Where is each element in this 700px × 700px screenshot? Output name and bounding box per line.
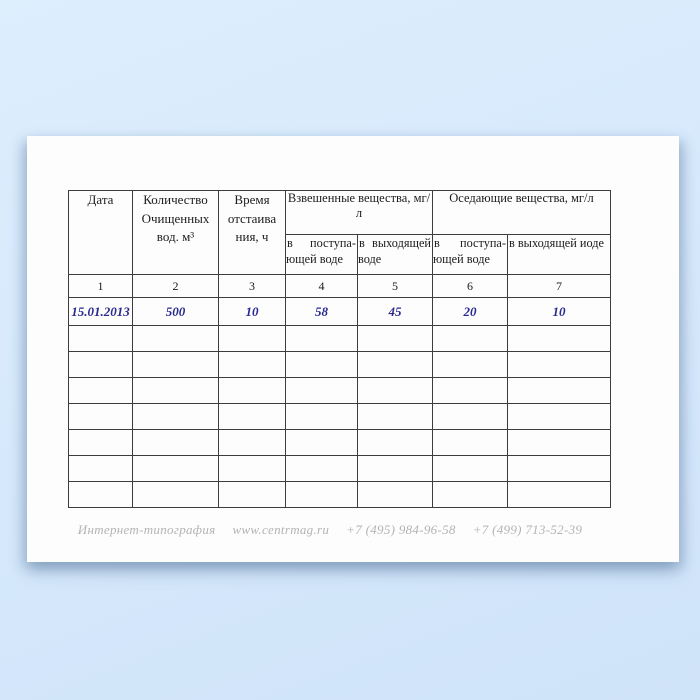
subheader-word: ющей воде [433,252,490,266]
entry-quantity: 500 [133,298,219,326]
empty-row [69,352,611,378]
header-cell-time [219,191,286,275]
group-settling-label: Оседающие вещества, мг/л [449,191,594,205]
column-number: 6 [433,275,508,298]
header-quantity-line2: Очищенных [141,210,210,226]
column-number: 1 [69,275,133,298]
header-group-suspended [286,191,433,235]
header-quantity-line1: Количество [143,192,208,207]
group-suspended-label: Взвешенные вещества, мг/л [287,191,431,220]
group-header-row [69,191,611,235]
empty-row [69,430,611,456]
header-time-line3: ния, ч [235,229,269,244]
entry-row [69,298,611,326]
print-shop-footer [27,522,633,538]
header-cell-quantity [133,191,219,275]
column-number: 3 [219,275,286,298]
subheader-suspended-outgoing [358,235,433,275]
column-number: 5 [358,275,433,298]
column-number: 4 [286,275,358,298]
footer-phone-1: +7 (495) 984-96-58 [346,522,456,537]
subheader-word: в [359,236,365,250]
water-log-table [68,190,611,508]
column-number: 2 [133,275,219,298]
subheader-word: поступа- [310,236,356,250]
subheader-suspended-incoming [286,235,358,275]
empty-row [69,482,611,508]
entry-settling-out: 10 [508,298,611,326]
subheader-word: в выходящей иоде [509,236,605,250]
footer-printshop-name: Интернет-типография [77,522,216,537]
subheader-word: в [287,236,293,250]
subheader-settling-incoming [433,235,508,275]
footer-phone-2: +7 (499) 713-52-39 [472,522,583,537]
subheader-word: поступа- [460,236,506,250]
empty-row [69,456,611,482]
entry-date: 15.01.2013 [69,298,133,326]
header-group-settling [433,191,611,235]
header-date-label: Дата [87,192,114,207]
header-cell-date [69,191,133,275]
empty-row [69,378,611,404]
subheader-word: в [434,236,440,250]
subheader-settling-outgoing [508,235,611,275]
column-number: 7 [508,275,611,298]
header-quantity-line3: вод. м³ [156,229,195,244]
subheader-word: выходящей [372,236,431,250]
header-time-line1: Время [234,192,270,207]
entry-time: 10 [219,298,286,326]
entry-settling-in: 20 [433,298,508,326]
subheader-word: воде [358,252,382,266]
empty-row [69,326,611,352]
empty-row [69,404,611,430]
entry-suspended-out: 45 [358,298,433,326]
footer-website: www.centrmag.ru [232,522,330,537]
subheader-word: ющей воде [286,252,343,266]
document-page [27,136,679,562]
column-number-row [69,275,611,298]
header-time-line2: отстаива [227,210,277,226]
entry-suspended-in: 58 [286,298,358,326]
